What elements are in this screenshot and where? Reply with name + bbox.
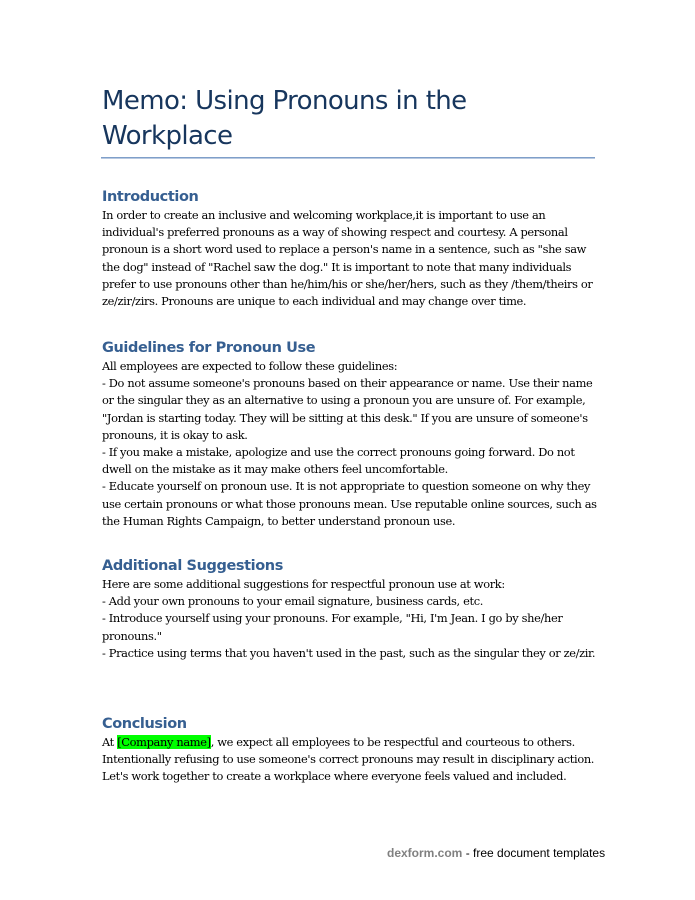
footer-text: - free document templates [462,846,606,860]
list-item: - Educate yourself on pronoun use. It is not appropriate to question someone on why they use certain pronouns or what those pronouns mean. Use reputable online sources, such as the Human Rights Campaign, to better understand pronoun use. [102,479,597,528]
paragraph: Here are some additional suggestions for respectful pronoun use at work: [102,577,505,591]
section-additional-suggestions [102,556,602,662]
list-item: - If you make a mistake, apologize and use the correct pronouns going forward. Do not dwell on the mistake as it may make others feel uncomfortable. [102,445,575,477]
list-item: - Practice using terms that you haven't used in the past, such as the singular they or ze/zir. [102,645,596,660]
list-item: - Add your own pronouns to your email signature, business cards, etc. [102,594,483,609]
paragraph-prefix: At [102,735,118,749]
section-heading: Introduction [102,189,199,205]
section-conclusion [102,714,602,786]
company-name-placeholder: [Company name] [117,735,211,749]
section-heading: Conclusion [102,716,187,732]
footer-brand-link[interactable]: dexform.com [387,846,463,860]
section-guidelines [102,338,602,530]
section-introduction [102,187,602,310]
list-item: - Do not assume someone's pronouns based on their appearance or name. Use their name or the singular they as an alternative to using a pronoun you are unsure of. For example, "Jordan is starting today. They will be sitting at this desk." If you are unsure of someone's pronouns, it is okay to ask. [102,376,593,442]
list-item: - Introduce yourself using your pronouns. For example, "Hi, I'm Jean. I go by she/her pronouns." [102,611,563,643]
section-heading: Additional Suggestions [102,558,283,574]
footer [387,846,605,860]
paragraph-text: , we expect all employees to be respectful and courteous to others. Intentionally refusing to use someone's correct pronouns may result in disciplinary action. Let's work together to create a workplace where everyone feels valued and included. [102,735,595,784]
title-divider [101,157,595,159]
paragraph: In order to create an inclusive and welcoming workplace,it is important to use an individual's preferred pronouns as a way of showing respect and courtesy. A personal pronoun is a short word used to replace a person's name in a sentence, such as "she saw the dog" instead of "Rachel saw the dog." It is important to note that many individuals prefer to use pronouns other than he/him/his or she/her/hers, such as they /them/theirs or ze/zir/zirs. Pronouns are unique to each individual and may change over time. [102,208,593,309]
section-heading: Guidelines for Pronoun Use [102,340,316,356]
paragraph [102,734,602,786]
page-title: Memo: Using Pronouns in the Workplace [102,86,467,151]
paragraph: All employees are expected to follow these guidelines: [102,359,398,373]
